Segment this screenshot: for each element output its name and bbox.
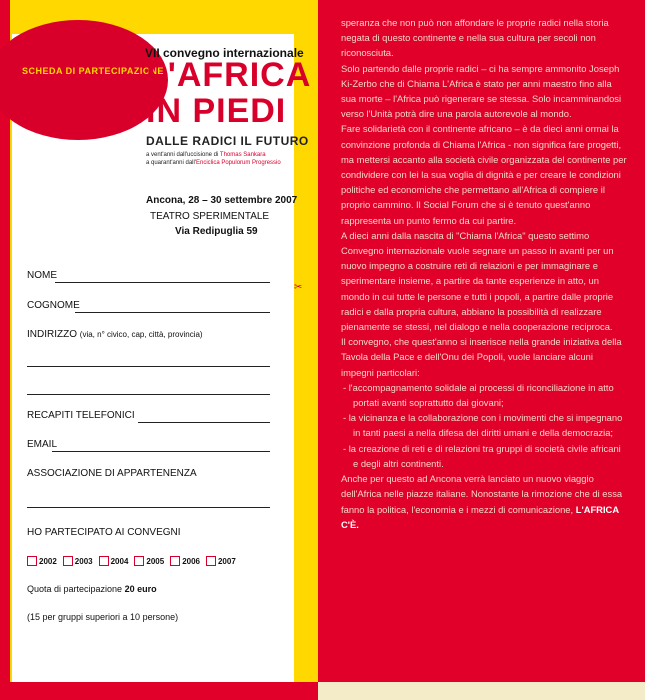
- paragraph: Solo partendo dalle proprie radici – ci ha sempre ammonito Joseph Ki-Zerbo che di Chiama L'Africa è stato per anni maestro fino alla sua morte – l'Africa può rigenerare se stessa. Solo incamminandosi verso l'Unità potrà dire una parola autorevole al mondo.: [341, 62, 622, 120]
- checkbox[interactable]: [99, 556, 109, 566]
- quota-note: (15 per gruppi superiori a 10 persone): [27, 612, 179, 622]
- scheda-label: SCHEDA DI PARTECIPAZIONE: [22, 66, 164, 76]
- associazione-label: ASSOCIAZIONE DI APPARTENENZA: [27, 468, 197, 479]
- subtitle-radici: DALLE RADICI IL FUTURO: [146, 134, 309, 148]
- right-body-text: [341, 15, 628, 532]
- bullet-item: - l'accompagnamento solidale ai processi di riconciliazione in atto portati avanti soprattutto dai giovani;: [343, 381, 614, 409]
- bullet-item: - la creazione di reti e di relazioni tra gruppi di società civile africani e degli altri continenti.: [343, 442, 621, 469]
- email-line[interactable]: [52, 451, 270, 452]
- cognome-line[interactable]: [75, 312, 270, 313]
- checkbox[interactable]: [27, 556, 37, 566]
- year-option[interactable]: 2002: [27, 556, 57, 566]
- venue-name: TEATRO SPERIMENTALE: [150, 211, 270, 222]
- paragraph: A dieci anni dalla nascita di "Chiama l'Africa" questo settimo Convegno internazionale vuole segnare un passo in avanti per un nuovo impegno a costruire reti di relazioni e per immaginare e sperimentare insieme, a partire da tante esperienze in atto, un mondo in cui tutte le persone e tutti i popoli, a partire dalle proprie radici e dalla propria cultura, abbiano la possibilità di realizzare pienamente se stessi, nel dialogo e nella cooperazione reciproca.: [341, 229, 614, 333]
- venue-address: Via Redipuglia 59: [175, 226, 258, 237]
- enciclica-note: a quarant'anni dall'Enciclica Populorum Progressio: [146, 160, 281, 166]
- convegni-label: HO PARTECIPATO AI CONVEGNI: [27, 527, 181, 538]
- recapiti-line[interactable]: [138, 422, 270, 423]
- convegno-label: VII convegno internazionale: [145, 46, 304, 60]
- recapiti-label: RECAPITI TELEFONICI: [27, 410, 135, 421]
- paragraph: Il convegno, che quest'anno si inserisce nella grande iniziativa della Tavola della Pace e dell'Onu dei Popoli, vuole lanciare alcuni impegni particolari:: [341, 336, 622, 378]
- years-checkboxes: [27, 556, 236, 566]
- right-panel: [318, 0, 645, 700]
- indirizzo-label: INDIRIZZO (via, n° civico, cap, città, provincia): [27, 329, 203, 340]
- year-option[interactable]: 2005: [134, 556, 164, 566]
- title-line-1: L'AFRICA: [146, 56, 312, 94]
- indirizzo-line-2[interactable]: [27, 394, 270, 395]
- year-option[interactable]: 2007: [206, 556, 236, 566]
- scissors-icon: ✂: [294, 282, 303, 293]
- right-bottom-strip: [318, 682, 645, 700]
- bullet-item: - la vicinanza e la collaborazione con i movimenti che si impegnano in tanti paesi a nella difesa dei diritti umani e della democrazia;: [343, 412, 623, 439]
- paragraph: Anche per questo ad Ancona verrà lanciato un nuovo viaggio dell'Africa nelle piazze italiane. Nonostante la rimozione che di essa fanno la politica, l'economia e i mezzi di comunicazione, L'AFRICA C'È.: [341, 473, 623, 530]
- paragraph: Fare solidarietà con il continente africano – è da dieci anni ormai la convinzione profonda di Chiama l'Africa - non significa fare progetti, ma mettersi accanto alla società civile organizzata del continente per condividere con lei la sua voglia di dignità e per creare le condizioni politiche ed economiche che permettano all'Africa di compiere il proprio cammino. Il Social Forum che si è tenuto quest'anno rappresenta un punto fermo da cui partire.: [341, 123, 627, 226]
- title-line-2: IN PIEDI: [146, 92, 287, 130]
- year-option[interactable]: 2003: [63, 556, 93, 566]
- nome-label: NOME: [27, 270, 57, 281]
- paragraph: speranza che non può non affondare le proprie radici nella storia negata di questo continente e nella sua cultura per secoli non riconosciuta.: [341, 17, 609, 59]
- left-panel: [0, 0, 318, 700]
- associazione-line[interactable]: [27, 507, 270, 508]
- year-option[interactable]: 2006: [170, 556, 200, 566]
- checkbox[interactable]: [134, 556, 144, 566]
- sankara-note: a vent'anni dall'uccisione di Thomas Sankara: [146, 152, 266, 158]
- checkbox[interactable]: [206, 556, 216, 566]
- nome-line[interactable]: [55, 282, 270, 283]
- email-label: EMAIL: [27, 439, 58, 450]
- year-option[interactable]: 2004: [99, 556, 129, 566]
- cognome-label: COGNOME: [27, 300, 80, 311]
- left-bottom-stripe: [0, 682, 318, 700]
- event-date: Ancona, 28 – 30 settembre 2007: [146, 195, 298, 206]
- quota-text: Quota di partecipazione 20 euro: [27, 584, 157, 594]
- indirizzo-line-1[interactable]: [27, 366, 270, 367]
- checkbox[interactable]: [63, 556, 73, 566]
- checkbox[interactable]: [170, 556, 180, 566]
